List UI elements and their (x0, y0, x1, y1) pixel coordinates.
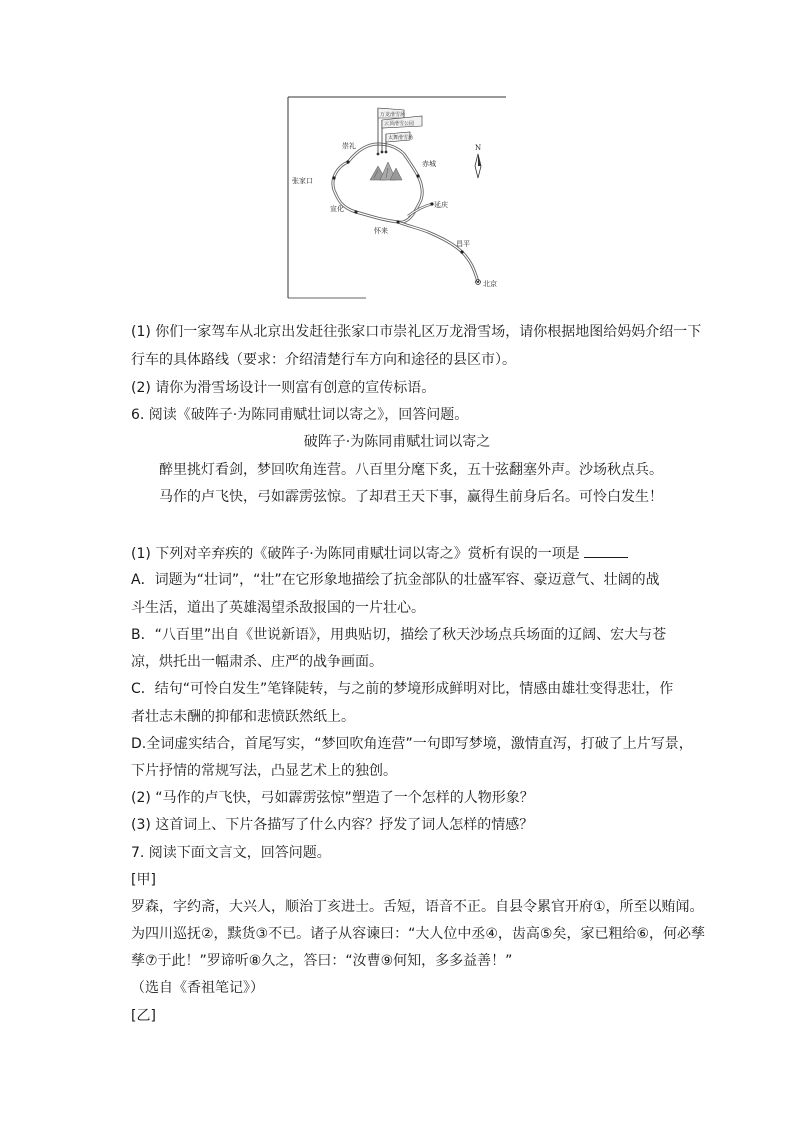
city-zhangjiakou: 张家口 (292, 177, 313, 185)
route-map (286, 96, 508, 299)
mountain-icon (370, 162, 402, 180)
option-c-line1: C．结句“可怜白发生”笔锋陡转，与之前的梦境形成鲜明对比，情感由雄壮变得悲壮，作 (131, 681, 674, 697)
passage-yi-label: [乙] (131, 1008, 156, 1024)
poem-title: 破阵子·为陈同甫赋壮词以寄之 (303, 434, 491, 450)
road-to-beijing (398, 222, 478, 282)
city-chongli: 崇礼 (342, 142, 356, 150)
passage-source: （选自《香祖笔记》） (131, 980, 264, 996)
north-arrow-icon (475, 144, 481, 178)
q7-intro: 7. 阅读下面文言文，回答问题。 (131, 845, 331, 861)
q6-intro: 6. 阅读《破阵子·为陈同甫赋壮词以寄之》，回答问题。 (131, 407, 469, 423)
option-d-line1: D.全词虚实结合，首尾写实，“梦回吹角连营”一句即写梦境，激情直泻，打破了上片写景， (131, 736, 693, 752)
city-yanqing: 延庆 (434, 201, 448, 209)
flag-label: 云顶滑雪公园 (384, 121, 415, 127)
city-huailai: 怀来 (374, 227, 388, 235)
answer-blank[interactable] (584, 543, 628, 558)
flag-label: 太舞滑雪场 (388, 135, 414, 141)
option-b-line2: 凉，烘托出一幅肃杀、庄严的战争画面。 (131, 654, 383, 670)
passage-line-1: 罗森，字约斋，大兴人，顺治丁亥进士。舌短，语音不正。自县令累官开府①，所至以贿闻。 (131, 899, 704, 915)
option-a-line1: A．词题为“壮词”，“壮”在它形象地描绘了抗金部队的壮盛军容、豪迈意气、壮阔的战 (131, 572, 660, 588)
flag-label: 万龙滑雪场 (380, 112, 406, 118)
q5-part1-line1: (1) 你们一家驾车从北京出发赶往张家口市崇礼区万龙滑雪场，请你根据地图给妈妈介绍一下 (131, 324, 702, 340)
q6-sub1 (131, 543, 628, 564)
city-changping: 昌平 (456, 240, 470, 248)
q6-sub3: (3) 这首词上、下片各描写了什么内容？抒发了词人怎样的情感？ (131, 817, 534, 833)
option-b-line1: B．“八百里”出自《世说新语》，用典贴切，描绘了秋天沙场点兵场面的辽阔、宏大与苍 (131, 627, 667, 643)
city-chicheng: 赤城 (422, 160, 436, 168)
city-xuanhua: 宣化 (330, 205, 344, 213)
road-to-yanqing (408, 204, 432, 216)
option-a-line2: 斗生活，道出了英雄渴望杀敌报国的一片壮心。 (131, 600, 425, 616)
option-d-line2: 下片抒情的常规写法，凸显艺术上的独创。 (131, 763, 397, 779)
q5-part2: (2) 请你为滑雪场设计一则富有创意的宣传标语。 (131, 380, 436, 396)
city-beijing: 北京 (483, 280, 497, 288)
poem-line-1: 醉里挑灯看剑，梦回吹角连营。八百里分麾下炙，五十弦翻塞外声。沙场秋点兵。 (159, 462, 663, 478)
passage-line-2: 为四川巡抚②，黩货③不已。诸子从容谏曰：“大人位中丞④，齿高⑤矣，家已粗给⑥，何必孳 (131, 926, 706, 942)
option-c-line2: 者壮志未酬的抑郁和悲愤跃然纸上。 (131, 709, 355, 725)
north-label: N (475, 144, 482, 152)
road-loop (333, 144, 422, 222)
passage-line-3: 孳⑦于此！”罗谛听⑧久之，答曰：“汝曹⑨何知，多多益善！” (131, 953, 513, 969)
q5-part1-line2: 行车的具体路线（要求：介绍清楚行车方向和途径的县区市）。 (131, 352, 516, 368)
q6-sub1-text: (1) 下列对辛弃疾的《破阵子·为陈同甫赋壮词以寄之》赏析有误的一项是 (131, 546, 580, 562)
q6-sub2: (2) “马作的卢飞快，弓如霹雳弦惊”塑造了一个怎样的人物形象？ (131, 790, 534, 806)
poem-line-2: 马作的卢飞快，弓如霹雳弦惊。了却君王天下事，赢得生前身后名。可怜白发生！ (159, 489, 663, 505)
passage-jia-label: [甲] (131, 872, 156, 888)
